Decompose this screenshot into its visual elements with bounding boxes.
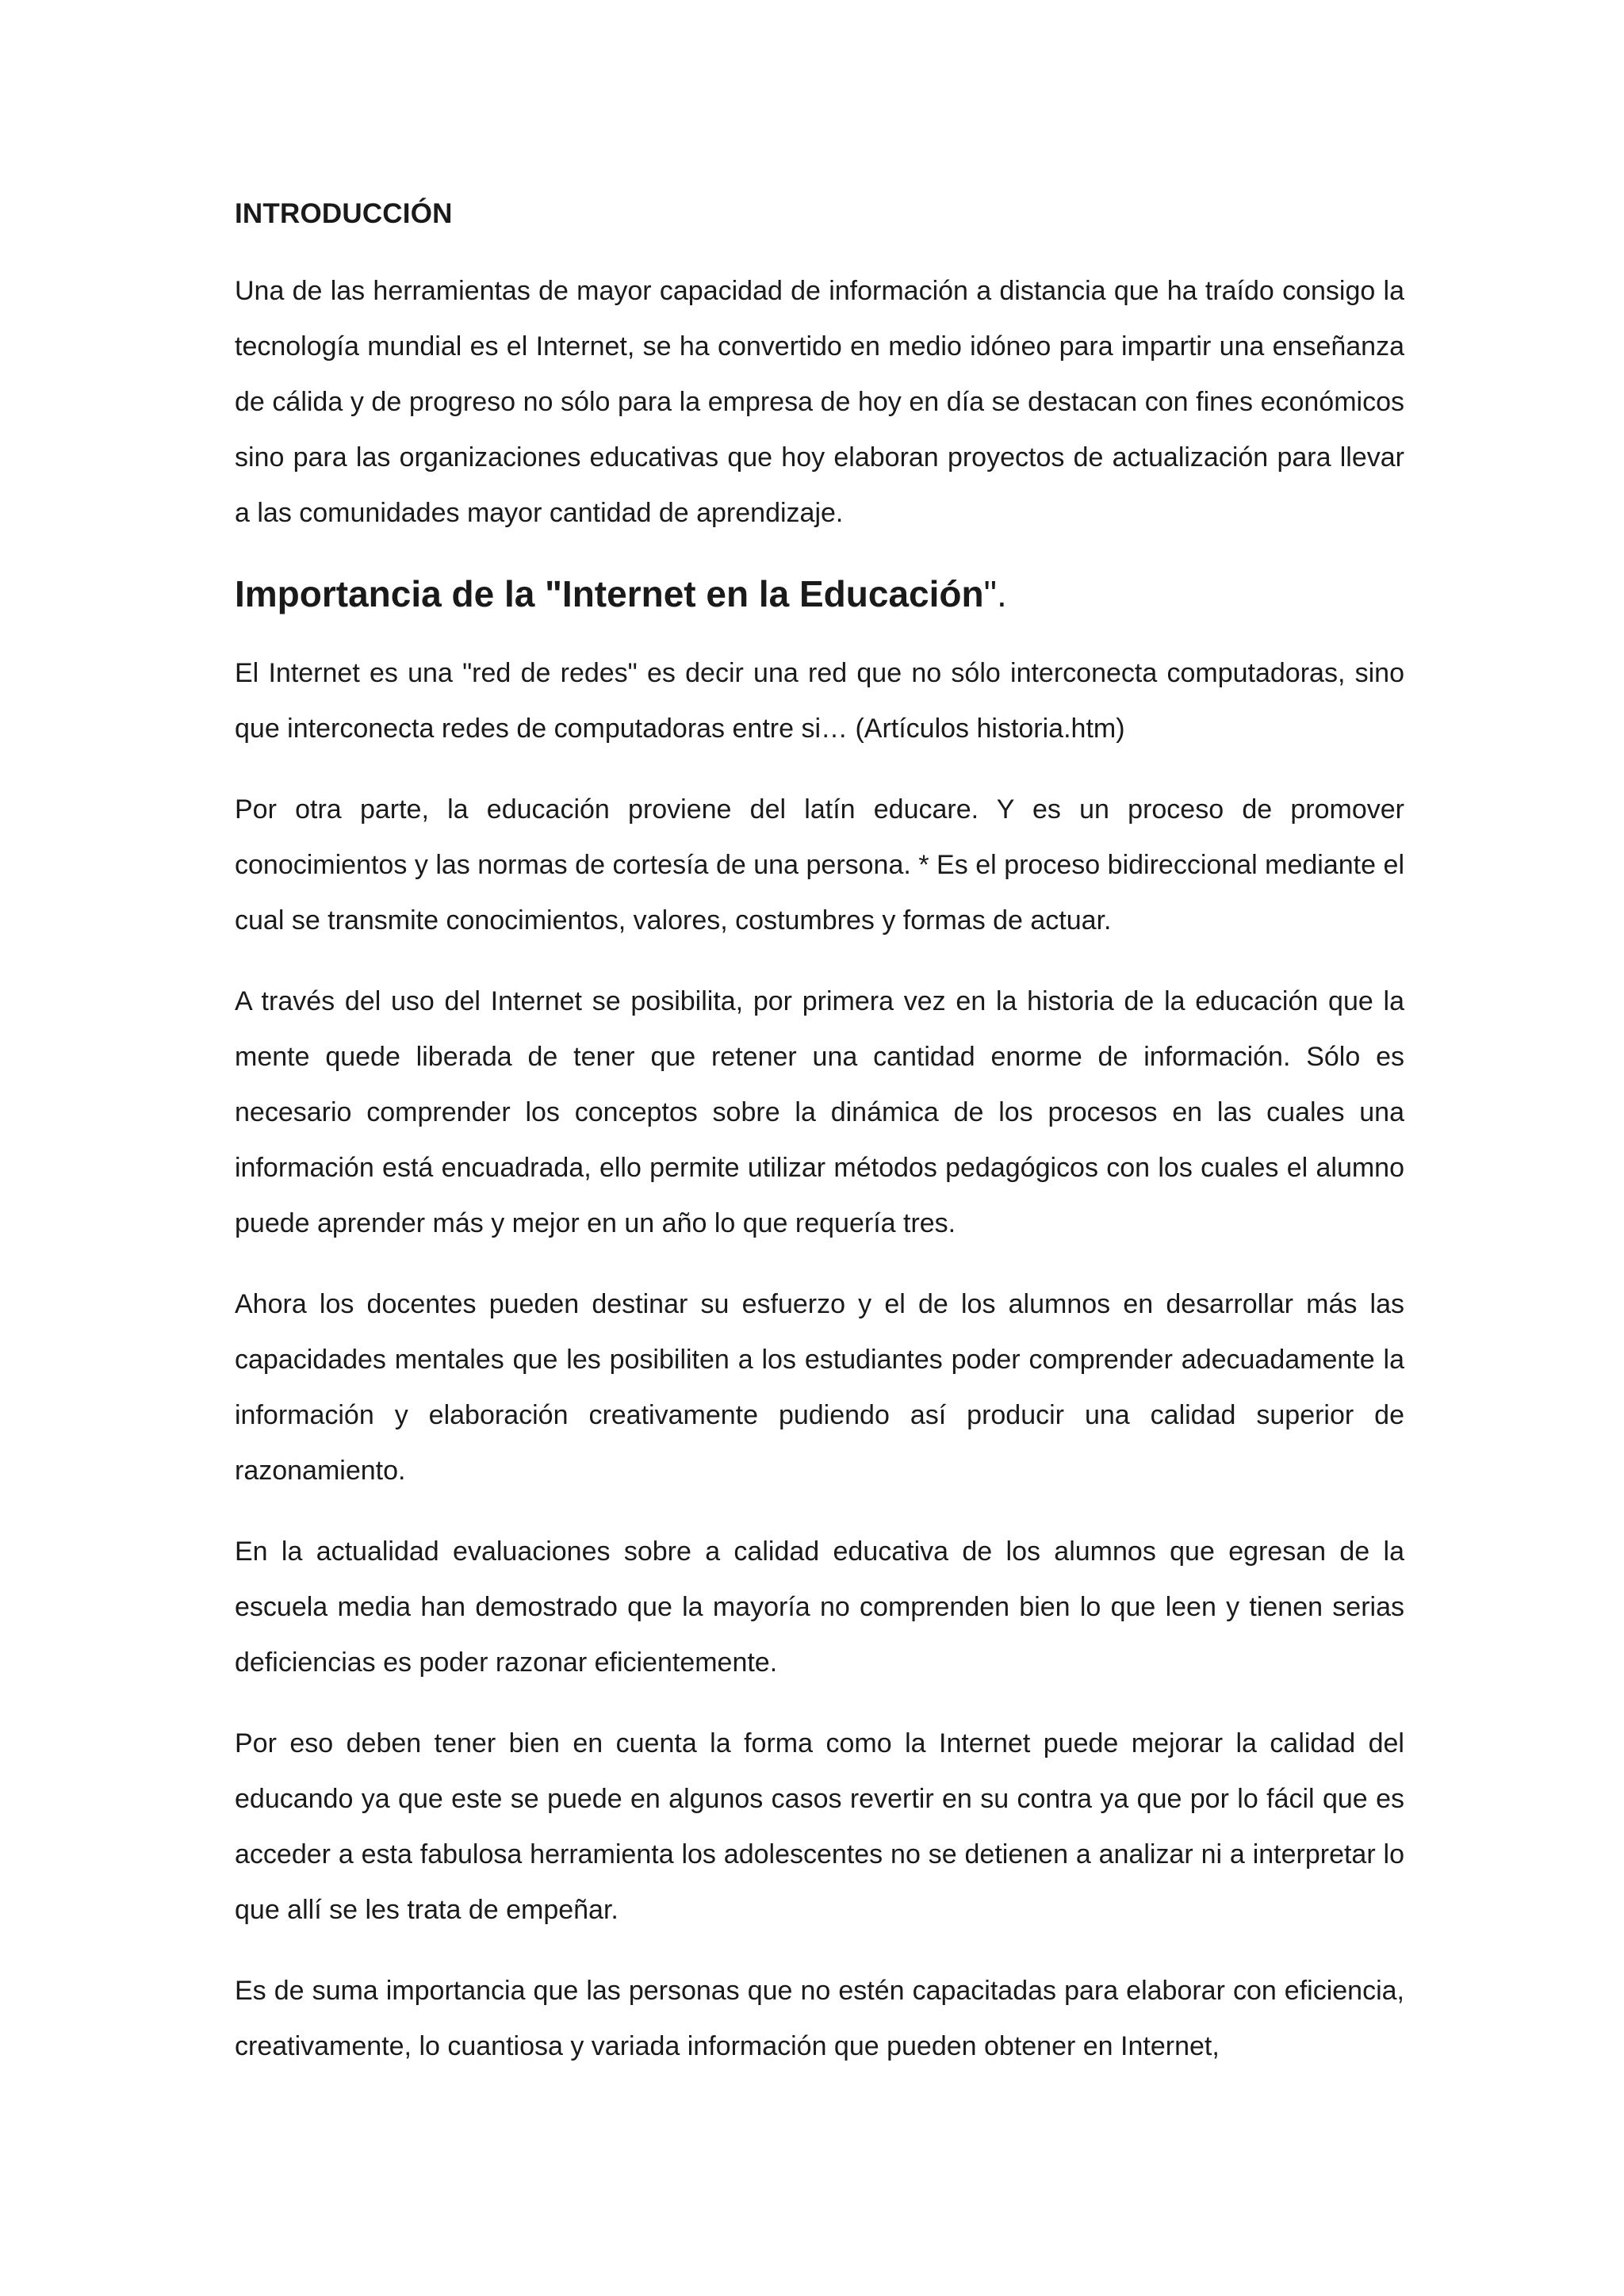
section-heading-tail: ". (983, 573, 1007, 614)
paragraph-quality: Por eso deben tener bien en cuenta la forma como la Internet puede mejorar la calidad del educando ya que este se puede en algunos casos revertir en su contra ya que por lo fácil que es acceder a esta fabulosa herramienta los adolescentes no se detienen a analizar ni a interpretar lo que allí se les trata de empeñar. (235, 1728, 1404, 1925)
paragraph-education-definition: Por otra parte, la educación proviene del latín educare. Y es un proceso de promover conocimientos y las normas de cortesía de una persona. * Es el proceso bidireccional mediante el cual se transmite conocimientos, valores, costumbres y formas de actuar. (235, 794, 1404, 936)
paragraph-internet-use: A través del uso del Internet se posibilita, por primera vez en la historia de la educación que la mente quede liberada de tener que retener una cantidad enorme de información. Sólo es necesario comprender los conceptos sobre la dinámica de los procesos en las cuales una información está encuadrada, ello permite utilizar métodos pedagógicos con los cuales el alumno puede aprender más y mejor en un año lo que requería tres. (235, 986, 1404, 1238)
paragraph-evaluations: En la actualidad evaluaciones sobre a calidad educativa de los alumnos que egresan de la escuela media han demostrado que la mayoría no comprenden bien lo que leen y tienen serias deficiencias es poder razonar eficientemente. (235, 1536, 1404, 1678)
page-content (235, 190, 1404, 2099)
paragraph-importance: Es de suma importancia que las personas que no estén capacitadas para elaborar con eficiencia, creativamente, lo cuantiosa y variada información que pueden obtener en Internet, (235, 1976, 1404, 2061)
paragraph-intro: Una de las herramientas de mayor capacidad de información a distancia que ha traído consigo la tecnología mundial es el Internet, se ha convertido en medio idóneo para impartir una enseñanza de cálida y de progreso no sólo para la empresa de hoy en día se destacan con fines económicos sino para las organizaciones educativas que hoy elaboran proyectos de actualización para llevar a las comunidades mayor cantidad de aprendizaje. (235, 276, 1404, 528)
section-heading-bold: Importancia de la "Internet en la Educación (235, 573, 984, 614)
intro-heading: INTRODUCCIÓN (235, 198, 453, 229)
paragraph-internet-definition: El Internet es una "red de redes" es decir una red que no sólo interconecta computadoras, sino que interconecta redes de computadoras entre si… (Artículos historia.htm) (235, 658, 1404, 744)
section-heading (235, 566, 1404, 622)
paragraph-teachers: Ahora los docentes pueden destinar su esfuerzo y el de los alumnos en desarrollar más las capacidades mentales que les posibiliten a los estudiantes poder comprender adecuadamente la información y elaboración creativamente pudiendo así producir una calidad superior de razonamiento. (235, 1289, 1404, 1486)
